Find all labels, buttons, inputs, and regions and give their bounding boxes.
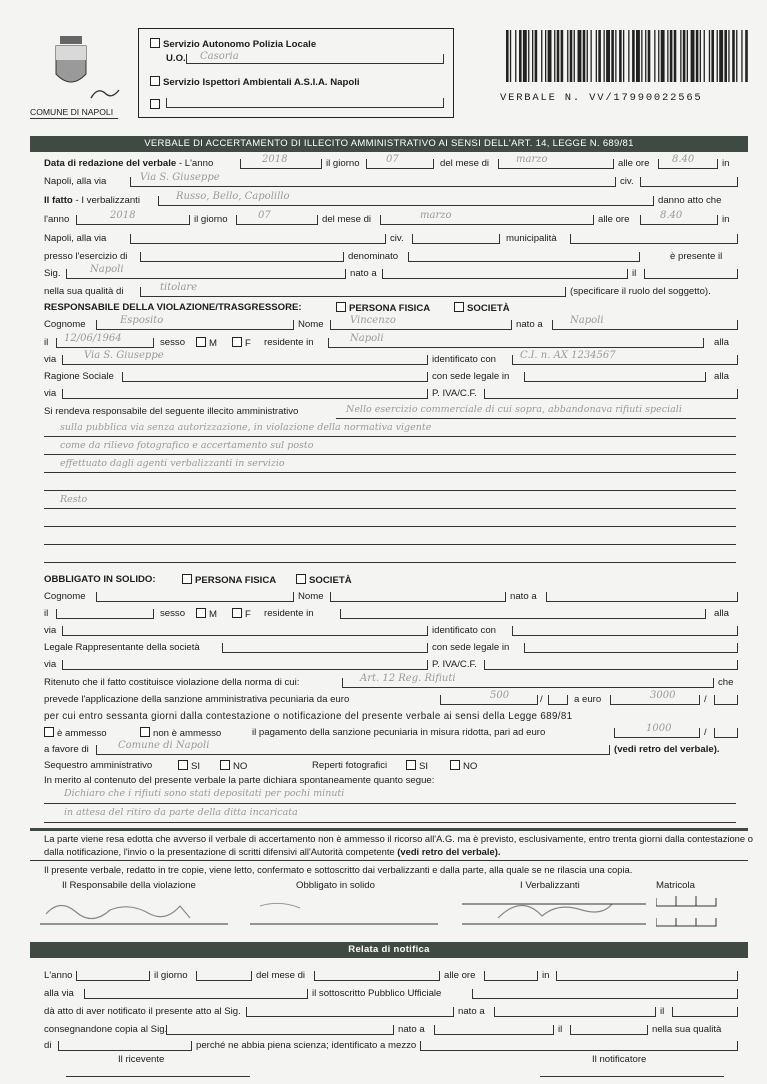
sig-label: Sig. — [44, 268, 61, 279]
illecito-line-1: Nello esercizio commerciale di cui sopra, abbandonava rifiuti speciali — [346, 404, 682, 415]
favore-label: a favore di — [44, 744, 89, 755]
fatto-label: Il fatto — [44, 195, 73, 206]
anno-value: 2018 — [262, 154, 288, 165]
sig-value: Napoli — [90, 264, 124, 275]
verbale-number: VERBALE N. VV/17990022565 — [500, 92, 703, 104]
ore-label: alle ore — [618, 158, 650, 169]
obbl-nome-field[interactable] — [330, 592, 506, 602]
resp-residente-field[interactable] — [328, 338, 704, 348]
city-crest-icon — [52, 34, 90, 92]
verbalizzanti-value: Russo, Bello, Capolillo — [176, 191, 290, 202]
resp-identificato-label: identificato con — [432, 354, 496, 365]
relata-giorno-field[interactable] — [196, 971, 252, 981]
resp-signature[interactable] — [40, 892, 230, 926]
giorno-value: 07 — [386, 154, 399, 165]
relata-il2-field[interactable] — [570, 1025, 648, 1035]
uo-label: U.O. — [166, 53, 186, 64]
relata-il-field[interactable] — [672, 1007, 738, 1017]
ore2-value: 8.40 — [660, 210, 683, 221]
cent-max-field[interactable] — [714, 695, 738, 705]
vedi-retro-label: (vedi retro del verbale). — [614, 744, 720, 755]
obbl-via2-label: via — [44, 659, 57, 670]
esercizio-field[interactable] — [140, 252, 344, 262]
wave-logo-icon — [90, 86, 120, 100]
napoli-via2-label: Napoli, alla via — [44, 233, 107, 244]
qualita-value: titolare — [160, 282, 198, 293]
obbl-m-checkbox[interactable]: M — [196, 608, 217, 621]
relata-perche-label: perché ne abbia piena scienza; identificato a mezzo — [196, 1040, 417, 1051]
resp-nome-value: Vincenzo — [350, 315, 396, 326]
resp-nome-label: Nome — [298, 319, 324, 330]
pagamento-label: il pagamento della sanzione pecuniaria in misura ridotta, pari ad euro — [252, 727, 546, 738]
ragione-sociale-label: Ragione Sociale — [44, 371, 114, 382]
presente-label: è presente il — [670, 251, 723, 262]
option-polizia-locale[interactable]: Servizio Autonomo Polizia Locale — [150, 38, 316, 51]
relata-nato2-field[interactable] — [434, 1025, 554, 1035]
obbl-via-field[interactable] — [62, 626, 428, 636]
relata-notificatore-label: Il notificatore — [592, 1054, 647, 1065]
resp-societa-checkbox[interactable]: SOCIETÀ — [454, 302, 510, 315]
resp-cognome-label: Cognome — [44, 319, 86, 330]
mese-value: marzo — [516, 154, 548, 165]
option-ispettori-asia[interactable]: Servizio Ispettori Ambientali A.S.I.A. Napoli — [150, 76, 360, 89]
merito-label: In merito al contenuto del presente verbale la parte dichiara spontaneamente quanto segue: — [44, 775, 435, 786]
civ-field[interactable] — [640, 177, 738, 187]
norma-value: Art. 12 Reg. Rifiuti — [360, 673, 456, 684]
obbl-sede-field[interactable] — [524, 643, 738, 653]
resp-persona-fisica-checkbox[interactable]: PERSONA FISICA — [336, 302, 430, 315]
denominato-field[interactable] — [408, 252, 640, 262]
relata-di-label: di — [44, 1040, 52, 1051]
obbl-via-label: via — [44, 625, 57, 636]
obbl-signature-label: Obbligato in solido — [296, 880, 375, 891]
anno2-value: 2018 — [110, 210, 136, 221]
resp-via2-field[interactable] — [62, 389, 428, 399]
resp-f-checkbox[interactable]: F — [232, 337, 251, 350]
data-redazione-label: Data di redazione del verbale — [44, 158, 177, 169]
in2-label: in — [722, 214, 730, 225]
danno-atto-label: danno atto che — [658, 195, 722, 206]
mese2-value: marzo — [420, 210, 452, 221]
relata-sottoscritto-label: il sottoscritto Pubblico Ufficiale — [312, 988, 442, 999]
obbl-f-checkbox[interactable]: F — [232, 608, 251, 621]
resp-via-value: Via S. Giuseppe — [84, 350, 164, 361]
resp-via-label: via — [44, 354, 57, 365]
resp-il-label: il — [44, 337, 49, 348]
resp-sesso-label: sesso — [160, 337, 186, 348]
reperti-si-checkbox[interactable]: SI — [406, 760, 428, 773]
sequestro-label: Sequestro amministrativo — [44, 760, 153, 771]
relata-notificato-label: dà atto di aver notificato il presente atto al Sig. — [44, 1006, 241, 1017]
relata-bar: Relata di notifica — [30, 942, 748, 958]
barcode — [506, 30, 748, 82]
illecito-line-5: Resto — [60, 494, 88, 505]
verb-signature[interactable] — [462, 892, 648, 926]
resp-cognome-value: Esposito — [120, 315, 164, 326]
responsabile-heading: RESPONSABILE DELLA VIOLAZIONE/TRASGRESSORE: — [44, 302, 302, 313]
relata-in-field[interactable] — [556, 971, 738, 981]
ammesso-checkbox[interactable]: è ammesso — [44, 727, 107, 740]
relata-via-field[interactable] — [84, 989, 308, 999]
legale-rappr-field[interactable] — [222, 643, 428, 653]
in-label: in — [722, 158, 730, 169]
nato-field[interactable] — [382, 269, 628, 279]
resp-nato-value: Napoli — [570, 315, 604, 326]
dichiarazione-line-2: in attesa del ritiro da parte della ditta incaricata — [64, 807, 298, 818]
matricola-field[interactable] — [656, 892, 718, 928]
dichiarazione-line-1: Dichiaro che i rifiuti sono stati depositati per pochi minuti — [64, 788, 345, 799]
civ-label: civ. — [620, 176, 634, 187]
nato-a-label: nato a — [350, 268, 377, 279]
mese2-field[interactable] — [380, 215, 594, 225]
municipalita-field[interactable] — [570, 234, 738, 244]
relata-consegnando-field[interactable] — [166, 1025, 394, 1035]
relata-in-label: in — [542, 970, 550, 981]
relata-anno-label: L'anno — [44, 970, 73, 981]
relata-mese-field[interactable] — [314, 971, 440, 981]
obbl-societa-checkbox[interactable]: SOCIETÀ — [296, 574, 352, 587]
obbl-persona-fisica-checkbox[interactable]: PERSONA FISICA — [182, 574, 276, 587]
resp-alla-label: alla — [714, 337, 729, 348]
obbl-piva-field[interactable] — [484, 660, 738, 670]
favore-value: Comune di Napoli — [118, 740, 210, 751]
resp-sede-field[interactable] — [524, 372, 706, 382]
euro-min-value: 500 — [490, 690, 510, 701]
resp-m-checkbox[interactable]: M — [196, 337, 217, 350]
relata-anno-field[interactable] — [76, 971, 150, 981]
relata-pubblico-field[interactable] — [472, 989, 738, 999]
specificare-label: (specificare il ruolo del soggetto). — [570, 286, 711, 297]
il-field[interactable] — [644, 269, 738, 279]
relata-consegnando-label: consegnandone copia al Sig. — [44, 1024, 168, 1035]
relata-sig-field[interactable] — [246, 1007, 454, 1017]
legale-rappr-label: Legale Rappresentante della società — [44, 642, 200, 653]
sequestro-no-checkbox[interactable]: NO — [220, 760, 247, 773]
relata-ore-field[interactable] — [484, 971, 538, 981]
matricola-label: Matricola — [656, 880, 695, 891]
ritenuto-label: Ritenuto che il fatto costituisce violazione della norma di cui: — [44, 677, 300, 688]
obbl-il-field[interactable] — [56, 609, 154, 619]
denominato-label: denominato — [348, 251, 399, 262]
presso-label: presso l'esercizio di — [44, 251, 128, 262]
obbl-residente-label: residente in — [264, 608, 314, 619]
giorno2-value: 07 — [258, 210, 271, 221]
obbl-piva-label: P. IVA/C.F. — [432, 659, 477, 670]
qualita-field[interactable] — [140, 287, 566, 297]
obbl-cognome-field[interactable] — [96, 592, 294, 602]
giorno-field[interactable] — [366, 159, 434, 169]
euro-max-value: 3000 — [650, 690, 676, 701]
civ2-label: civ. — [390, 233, 404, 244]
notificatore-signature-line[interactable] — [540, 1076, 724, 1077]
resp-residente-value: Napoli — [350, 333, 384, 344]
ragione-sociale-field[interactable] — [122, 372, 428, 382]
entro-text: per cui entro sessanta giorni dalla contestazione o notificazione del presente verbale ai sensi della Legge 689/81 — [44, 711, 573, 722]
verb-signature-label: I Verbalizzanti — [520, 880, 580, 891]
municipalita-label: municipalità — [506, 233, 557, 244]
obbl-identificato-field[interactable] — [512, 626, 738, 636]
via2-field[interactable] — [130, 234, 386, 244]
slash-3: / — [704, 727, 707, 738]
relata-nato2-label: nato a — [398, 1024, 425, 1035]
relata-il-label: il — [660, 1006, 665, 1017]
slash-1: / — [540, 694, 543, 705]
resp-piva-label: P. IVA/C.F. — [432, 388, 477, 399]
cent-ridotta-field[interactable] — [714, 728, 738, 738]
anno-label: - L'anno — [178, 158, 214, 169]
relata-ricevente-label: Il ricevente — [118, 1054, 165, 1065]
obbl-nato-field[interactable] — [546, 592, 738, 602]
che-label: che — [718, 677, 734, 688]
prevede-label: prevede l'applicazione della sanzione amministrativa pecuniaria da euro — [44, 694, 350, 705]
obbligato-heading: OBBLIGATO IN SOLIDO: — [44, 574, 156, 585]
ricorso-note: La parte viene resa edotta che avverso il verbale di accertamento non è ammesso il ricorso all'A.G. ma è previsto, esclusivamente, entro trenta giorni dalla contestazione o dalla notificazione, l'invio o la presentazione di scritti difensivi all'Autorità competente (vedi retro del verbale). — [44, 833, 753, 857]
relata-nato-label: nato a — [458, 1006, 485, 1017]
mese-label: del mese di — [440, 158, 490, 169]
giorno2-field[interactable] — [236, 215, 318, 225]
obbl-nato-label: nato a — [510, 591, 537, 602]
relata-qualita-label: nella sua qualità — [652, 1024, 722, 1035]
il-label: il — [632, 268, 637, 279]
resp-alla2-label: alla — [714, 371, 729, 382]
resp-via2-label: via — [44, 388, 57, 399]
obbl-identificato-label: identificato con — [432, 625, 496, 636]
illecito-line-3: come da rilievo fotografico e accertamento sul posto — [60, 440, 314, 451]
illecito-label: Si rendeva responsabile del seguente illecito amministrativo — [44, 406, 299, 417]
obbl-nome-label: Nome — [298, 591, 324, 602]
resp-identificato-value: C.I. n. AX 1234567 — [520, 350, 616, 361]
napoli-via-label: Napoli, alla via — [44, 176, 107, 187]
obbl-residente-field[interactable] — [340, 609, 706, 619]
resp-residente-label: residente in — [264, 337, 314, 348]
obbl-sesso-label: sesso — [160, 608, 186, 619]
relata-il2-label: il — [558, 1024, 563, 1035]
il-giorno-label: il giorno — [194, 214, 228, 225]
relata-di-field[interactable] — [58, 1041, 192, 1051]
del-mese-label: del mese di — [322, 214, 372, 225]
reperti-no-checkbox[interactable]: NO — [450, 760, 477, 773]
copie-note: Il presente verbale, redatto in tre copie, viene letto, confermato e sottoscritto dai verbalizzanti e dalla parte, alla quale se ne rilascia una copia. — [44, 864, 633, 875]
obbl-alla-label: alla — [714, 608, 729, 619]
relata-mezzo-field[interactable] — [420, 1041, 738, 1051]
obbl-signature[interactable] — [250, 892, 440, 926]
via-value: Via S. Giuseppe — [140, 172, 220, 183]
illecito-line-2: sulla pubblica via senza autorizzazione, in violazione della normativa vigente — [60, 422, 432, 433]
non-ammesso-checkbox[interactable]: non è ammesso — [140, 727, 221, 740]
resp-sede-label: con sede legale in — [432, 371, 510, 382]
giorno-label: il giorno — [326, 158, 360, 169]
alle-ore-label: alle ore — [598, 214, 630, 225]
fatto-rest: - I verbalizzanti — [75, 195, 140, 206]
resp-il-value: 12/06/1964 — [64, 333, 122, 344]
lanno-label: l'anno — [44, 214, 70, 225]
illecito-line-4: effettuato dagli agenti verbalizzanti in servizio — [60, 458, 285, 469]
relata-via-label: alla via — [44, 988, 74, 999]
qualita-label: nella sua qualità di — [44, 286, 124, 297]
a-euro-label: a euro — [574, 694, 602, 705]
ore-value: 8.40 — [672, 154, 695, 165]
obbl-via2-field[interactable] — [62, 660, 428, 670]
relata-nato-field[interactable] — [494, 1007, 656, 1017]
reperti-label: Reperti fotografici — [312, 760, 388, 771]
obbl-cognome-label: Cognome — [44, 591, 86, 602]
relata-ore-label: alle ore — [444, 970, 476, 981]
logo-caption: COMUNE DI NAPOLI — [30, 107, 114, 117]
resp-signature-label: Il Responsabile della violazione — [62, 880, 196, 891]
slash-2: / — [704, 694, 707, 705]
resp-piva-field[interactable] — [484, 389, 738, 399]
resp-nato-label: nato a — [516, 319, 543, 330]
obbl-sede-label: con sede legale in — [432, 642, 510, 653]
euro-ridotta-value: 1000 — [646, 723, 672, 734]
ricevente-signature-line[interactable] — [66, 1076, 250, 1077]
euro-min-field[interactable] — [440, 695, 538, 705]
option-other[interactable] — [150, 99, 163, 112]
cent-min-field[interactable] — [548, 695, 568, 705]
title-bar: VERBALE DI ACCERTAMENTO DI ILLECITO AMMINISTRATIVO AI SENSI DELL'ART. 14, LEGGE N. 689/81 — [30, 136, 748, 152]
sequestro-si-checkbox[interactable]: SI — [178, 760, 200, 773]
civ2-field[interactable] — [412, 234, 500, 244]
uo-value: Casoria — [200, 51, 239, 62]
relata-giorno-label: il giorno — [154, 970, 188, 981]
obbl-il-label: il — [44, 608, 49, 619]
relata-mese-label: del mese di — [256, 970, 306, 981]
